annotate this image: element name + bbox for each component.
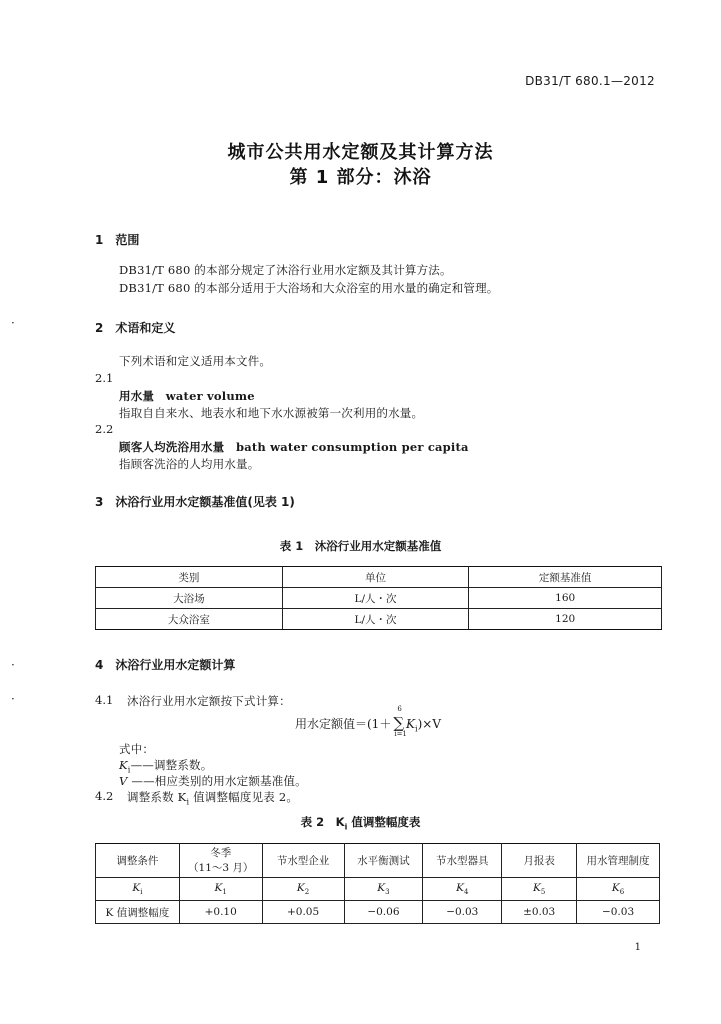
standard-number: DB31/T 680.1—2012	[525, 74, 655, 88]
clause-number: 4.1	[95, 693, 114, 707]
table-1	[95, 566, 662, 630]
table-cell: $K_1$	[179, 878, 262, 901]
table-header-cell: 用水管理制度	[577, 844, 660, 878]
formula-left: 用水定额值＝(1＋	[295, 717, 392, 731]
term-definition: 指顾客洗浴的人均用水量。	[119, 457, 260, 471]
section-4-heading: 4 沐浴行业用水定额计算	[95, 658, 236, 672]
table-cell: $K_2$	[262, 878, 344, 901]
table-header-cell: 调整条件	[96, 844, 180, 878]
document-subtitle: 第 1 部分：沐浴	[289, 167, 432, 188]
clause-text: 沐浴行业用水定额按下式计算：	[127, 694, 291, 708]
table-row	[96, 878, 660, 901]
table-header-cell: 水平衡测试	[344, 844, 423, 878]
table-cell: 160	[469, 588, 662, 609]
table-cell: $K_4$	[423, 878, 502, 901]
table-cell: −0.03	[423, 901, 502, 924]
clause-number: 4.2	[95, 789, 114, 803]
section-2-heading: 2 术语和定义	[95, 321, 176, 335]
table-cell: −0.06	[344, 901, 423, 924]
variable-definition: $K_i——$调整系数。	[119, 758, 213, 775]
table-cell: $K_i$	[96, 878, 180, 901]
section-1-paragraph: DB31/T 680 的本部分适用于大浴场和大众浴室的用水量的确定和管理。	[119, 281, 499, 295]
table-header-cell: 月报表	[502, 844, 577, 878]
margin-mark: ·	[11, 658, 15, 672]
table-header-cell: 定额基准值	[469, 567, 662, 588]
document-title: 城市公共用水定额及其计算方法	[227, 142, 494, 163]
table-row	[96, 901, 660, 924]
section-2-intro: 下列术语和定义适用本文件。	[119, 354, 272, 368]
term-definition: 指取自自来水、地表水和地下水水源被第一次利用的水量。	[119, 406, 424, 420]
table-cell: 120	[469, 609, 662, 630]
table-cell: K 值调整幅度	[96, 901, 180, 924]
table-header-cell: 类别	[96, 567, 283, 588]
table-2-caption: 表 2 $K_i$ 值调整幅度表	[300, 815, 421, 832]
table-header-cell: 冬季 （11～3 月）	[179, 844, 262, 878]
term-number: 2.2	[95, 422, 114, 436]
table-header-row	[96, 844, 660, 878]
clause-text: 调整系数 $K_i$ 值调整幅度见表 2。	[127, 790, 299, 807]
table-header-cell: 单位	[282, 567, 469, 588]
table-cell: +0.10	[179, 901, 262, 924]
summation-symbol: 6 ∑ i=1	[393, 705, 407, 738]
table-cell: 大浴场	[96, 588, 283, 609]
term-number: 2.1	[95, 371, 114, 385]
table-cell: L/人・次	[282, 609, 469, 630]
table-cell: −0.03	[577, 901, 660, 924]
table-cell: $K_3$	[344, 878, 423, 901]
term-title: 顾客人均洗浴用水量 bath water consumption per capita	[119, 440, 469, 454]
variable-definition: V ——相应类别的用水定额基准值。	[119, 774, 307, 788]
margin-mark: ·	[11, 316, 15, 330]
table-cell: +0.05	[262, 901, 344, 924]
table-cell: $K_6$	[577, 878, 660, 901]
table-row	[96, 588, 662, 609]
page-number: 1	[634, 942, 641, 953]
table-row	[96, 609, 662, 630]
table-cell: $K_5$	[502, 878, 577, 901]
formula-k: K	[406, 717, 416, 731]
table-1-caption: 表 1 沐浴行业用水定额基准值	[279, 539, 442, 553]
table-header-cell: 节水型器具	[423, 844, 502, 878]
table-header-cell: 节水型企业	[262, 844, 344, 878]
section-1-paragraph: DB31/T 680 的本部分规定了沐浴行业用水定额及其计算方法。	[119, 263, 452, 277]
term-title: 用水量 water volume	[119, 389, 255, 403]
margin-mark: ·	[11, 692, 15, 706]
section-1-heading: 1 范围	[95, 233, 140, 247]
table-cell: 大众浴室	[96, 609, 283, 630]
formula-end: )×V	[417, 717, 441, 731]
where-label: 式中：	[119, 742, 155, 756]
table-cell: ±0.03	[502, 901, 577, 924]
section-3-heading: 3 沐浴行业用水定额基准值(见表 1)	[95, 495, 295, 509]
table-cell: L/人・次	[282, 588, 469, 609]
formula: 用水定额值＝(1＋ 6 ∑ i=1 $K_i)\times V$	[295, 705, 441, 738]
table-header-row	[96, 567, 662, 588]
table-2	[95, 843, 660, 924]
